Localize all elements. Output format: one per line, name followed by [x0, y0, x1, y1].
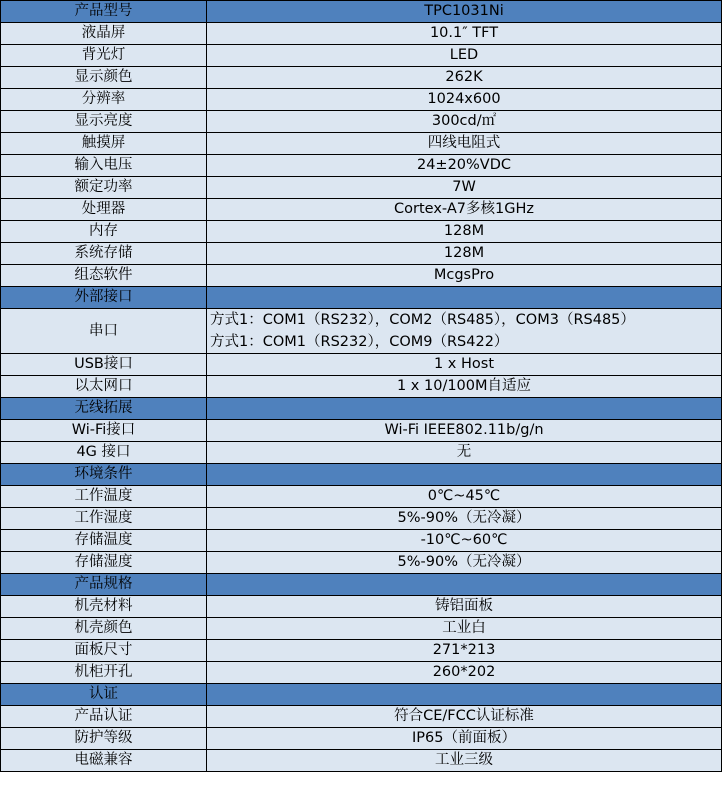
- spec-label: 机壳材料: [1, 596, 207, 618]
- spec-label: 机柜开孔: [1, 662, 207, 684]
- section-filler: [207, 287, 722, 309]
- spec-label: 输入电压: [1, 155, 207, 177]
- spec-label: 串口: [1, 309, 207, 354]
- spec-value: IP65（前面板）: [207, 728, 722, 750]
- spec-row: [1, 640, 722, 662]
- header-label: 产品型号: [1, 1, 207, 23]
- spec-value: -10℃~60℃: [207, 530, 722, 552]
- spec-row: [1, 265, 722, 287]
- spec-row: [1, 728, 722, 750]
- spec-label: 触摸屏: [1, 133, 207, 155]
- spec-value: 5%-90%（无冷凝）: [207, 508, 722, 530]
- spec-label: 电磁兼容: [1, 750, 207, 772]
- header-value: TPC1031Ni: [207, 1, 722, 23]
- spec-row: [1, 111, 722, 133]
- spec-label: 显示颜色: [1, 67, 207, 89]
- spec-value: Cortex-A7多核1GHz: [207, 199, 722, 221]
- spec-label: 额定功率: [1, 177, 207, 199]
- section-row: [1, 287, 722, 309]
- section-row: [1, 464, 722, 486]
- spec-label: 工作温度: [1, 486, 207, 508]
- spec-row: [1, 552, 722, 574]
- spec-label: 系统存储: [1, 243, 207, 265]
- spec-row: [1, 750, 722, 772]
- spec-label: 液晶屏: [1, 23, 207, 45]
- spec-label: 处理器: [1, 199, 207, 221]
- spec-row: [1, 354, 722, 376]
- spec-value: 128M: [207, 221, 722, 243]
- spec-label: 分辨率: [1, 89, 207, 111]
- spec-row: [1, 442, 722, 464]
- spec-label: 组态软件: [1, 265, 207, 287]
- spec-row: [1, 309, 722, 354]
- spec-row: [1, 243, 722, 265]
- spec-row: [1, 706, 722, 728]
- spec-value: 1024x600: [207, 89, 722, 111]
- spec-label: 内存: [1, 221, 207, 243]
- spec-label: 工作湿度: [1, 508, 207, 530]
- spec-value: LED: [207, 45, 722, 67]
- spec-value: 271*213: [207, 640, 722, 662]
- spec-label: Wi-Fi接口: [1, 420, 207, 442]
- spec-row: [1, 177, 722, 199]
- spec-value: 128M: [207, 243, 722, 265]
- spec-value: 1 x Host: [207, 354, 722, 376]
- spec-value: 300cd/㎡: [207, 111, 722, 133]
- spec-value: 无: [207, 442, 722, 464]
- spec-row: [1, 596, 722, 618]
- section-filler: [207, 398, 722, 420]
- spec-row: [1, 89, 722, 111]
- spec-value: Wi-Fi IEEE802.11b/g/n: [207, 420, 722, 442]
- section-filler: [207, 574, 722, 596]
- spec-label: 显示亮度: [1, 111, 207, 133]
- spec-value: 工业三级: [207, 750, 722, 772]
- spec-label: 以太网口: [1, 376, 207, 398]
- spec-value: 260*202: [207, 662, 722, 684]
- spec-value: 工业白: [207, 618, 722, 640]
- spec-row: [1, 530, 722, 552]
- spec-value-line: 方式1：COM1（RS232），COM2（RS485），COM3（RS485）: [210, 312, 635, 328]
- spec-label: USB接口: [1, 354, 207, 376]
- spec-label: 产品认证: [1, 706, 207, 728]
- section-row: [1, 398, 722, 420]
- spec-label: 机壳颜色: [1, 618, 207, 640]
- spec-value: 0℃~45℃: [207, 486, 722, 508]
- spec-value-line: 方式1：COM1（RS232），COM9（RS422）: [210, 334, 509, 350]
- spec-value: 1 x 10/100M自适应: [207, 376, 722, 398]
- spec-row: [1, 508, 722, 530]
- spec-row: [1, 133, 722, 155]
- header-row: [1, 1, 722, 23]
- section-row: [1, 684, 722, 706]
- spec-label: 面板尺寸: [1, 640, 207, 662]
- spec-label: 背光灯: [1, 45, 207, 67]
- spec-row: [1, 420, 722, 442]
- spec-row: [1, 486, 722, 508]
- spec-label: 防护等级: [1, 728, 207, 750]
- spec-label: 4G 接口: [1, 442, 207, 464]
- spec-row: [1, 155, 722, 177]
- spec-row: [1, 199, 722, 221]
- spec-value: 24±20%VDC: [207, 155, 722, 177]
- spec-value: 5%-90%（无冷凝）: [207, 552, 722, 574]
- spec-value: 符合CE/FCC认证标准: [207, 706, 722, 728]
- section-title: 环境条件: [1, 464, 207, 486]
- spec-value: 10.1″ TFT: [207, 23, 722, 45]
- spec-value: 7W: [207, 177, 722, 199]
- spec-value: [207, 309, 722, 354]
- section-title: 认证: [1, 684, 207, 706]
- spec-label: 存储温度: [1, 530, 207, 552]
- spec-value: McgsPro: [207, 265, 722, 287]
- section-title: 无线拓展: [1, 398, 207, 420]
- section-row: [1, 574, 722, 596]
- spec-value: 铸铝面板: [207, 596, 722, 618]
- spec-table-body: [1, 1, 722, 772]
- spec-row: [1, 662, 722, 684]
- section-filler: [207, 464, 722, 486]
- spec-row: [1, 221, 722, 243]
- spec-label: 存储湿度: [1, 552, 207, 574]
- section-title: 外部接口: [1, 287, 207, 309]
- spec-value: 262K: [207, 67, 722, 89]
- section-filler: [207, 684, 722, 706]
- spec-row: [1, 67, 722, 89]
- spec-value: 四线电阻式: [207, 133, 722, 155]
- section-title: 产品规格: [1, 574, 207, 596]
- spec-row: [1, 376, 722, 398]
- spec-row: [1, 618, 722, 640]
- spec-row: [1, 23, 722, 45]
- spec-row: [1, 45, 722, 67]
